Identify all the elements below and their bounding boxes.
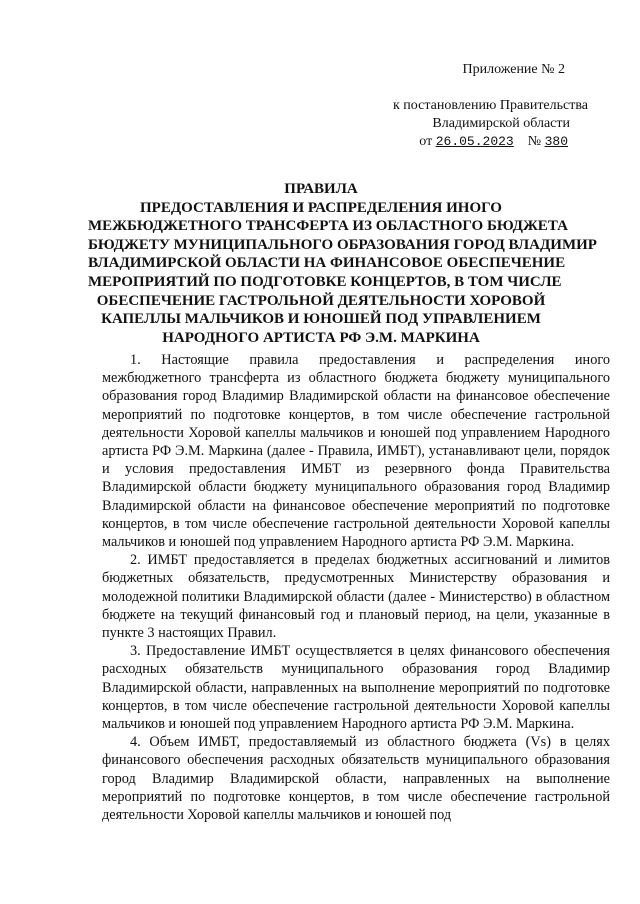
paragraph-1: 1. Настоящие правила предоставления и распределения иного межбюджетного трансферта из областного бюджета бюджету муниципального образования город Владимир Владимирской области на финансовое обеспечение мероприятий по подготовке концертов, в том числе обеспечение гастрольной деятельности Хоровой капеллы мальчиков и юношей под управлением Народного артиста РФ Э.М. Маркина (далее - Правила, ИМБТ), устанавливают цели, порядок и условия предоставления ИМБТ из резервного фонда Правительства Владимирской области бюджету муниципального образования город Владимир Владимирской области на финансовое обеспечение мероприятий по подготовке концертов, в том числе обеспечение гастрольной деятельности Хоровой капеллы мальчиков и юношей под управлением Народного артиста РФ Э.М. Маркина.: [102, 352, 610, 551]
title-line: ПРЕДОСТАВЛЕНИЯ И РАСПРЕДЕЛЕНИЯ ИНОГО: [140, 199, 502, 216]
title-line: МЕЖБЮДЖЕТНОГО ТРАНСФЕРТА ИЗ ОБЛАСТНОГО БЮДЖЕТА: [88, 218, 568, 235]
title-line: МЕРОПРИЯТИЙ ПО ПОДГОТОВКЕ КОНЦЕРТОВ, В ТОМ ЧИСЛЕ: [88, 273, 562, 290]
document-body: [102, 351, 610, 824]
title-line: НАРОДНОГО АРТИСТА РФ Э.М. МАРКИНА: [162, 329, 480, 346]
paragraph-2: 2. ИМБТ предоставляется в пределах бюджетных ассигнований и лимитов бюджетных обязательств, предусмотренных Министерству образования и молодежной политики Владимирской области (далее - Министерство) в областном бюджете на текущий финансовый год и плановый период, на цели, указанные в пункте 3 настоящих Правил.: [102, 552, 610, 642]
appendix-number: Приложение № 2: [462, 62, 565, 77]
title-line: ПРАВИЛА: [284, 181, 358, 197]
decree-reference: к постановлению Правительства: [392, 98, 588, 113]
decree-date-number: [419, 134, 568, 150]
date-prefix: от: [419, 134, 433, 149]
decree-region: Владимирской области: [432, 116, 570, 131]
title-line: ВЛАДИМИРСКОЙ ОБЛАСТИ НА ФИНАНСОВОЕ ОБЕСПЕЧЕНИЕ: [88, 255, 566, 272]
number-prefix: №: [527, 134, 542, 149]
title-line: КАПЕЛЛЫ МАЛЬЧИКОВ И ЮНОШЕЙ ПОД УПРАВЛЕНИЕМ: [101, 311, 541, 328]
title-line: ОБЕСПЕЧЕНИЕ ГАСТРОЛЬНОЙ ДЕЯТЕЛЬНОСТИ ХОРОВОЙ: [96, 292, 546, 309]
paragraph-4: 4. Объем ИМБТ, предоставляемый из областного бюджета (Vs) в целях финансового обеспечения расходных обязательств муниципального образования город Владимир Владимирской области, направленных на выполнение мероприятий по подготовке концертов, в том числе обеспечение гастрольной деятельности Хоровой капеллы мальчиков и юношей под: [102, 734, 610, 824]
decree-date: 26.05.2023: [435, 134, 514, 149]
decree-number: 380: [544, 134, 568, 149]
document-title: [88, 180, 597, 347]
title-line: БЮДЖЕТУ МУНИЦИПАЛЬНОГО ОБРАЗОВАНИЯ ГОРОД ВЛАДИМИР: [88, 236, 597, 253]
paragraph-3: 3. Предоставление ИМБТ осуществляется в целях финансового обеспечения расходных обязательств муниципального образования город Владимир Владимирской области, направленных на выполнение мероприятий по подготовке концертов, в том числе обеспечение гастрольной деятельности Хоровой капеллы мальчиков и юношей под управлением Народного артиста РФ Э.М. Маркина.: [102, 643, 610, 733]
